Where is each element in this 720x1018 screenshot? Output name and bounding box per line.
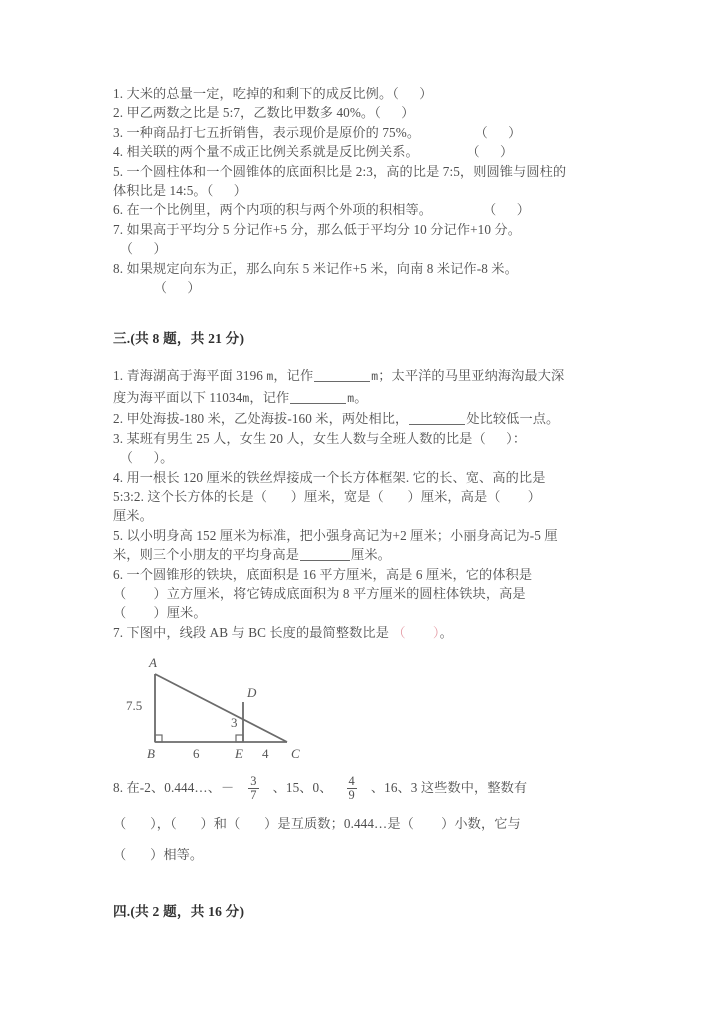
s3-q7-text: 7. 下图中，线段 AB 与 BC 长度的最简整数比是 <box>113 624 393 640</box>
s3-q5-line2 <box>113 545 620 564</box>
measure-BE: 6 <box>193 746 200 762</box>
s3-q8-line2: （ ），（ ）和（ ）是互质数；0.444…是（ ）小数，它与 <box>113 816 521 832</box>
tf-item-3: 3. 一种商品打七五折销售，表示现价是原价的 75%。 （ ） <box>113 124 522 140</box>
tf-item-1: 1. 大米的总量一定，吃掉的和剩下的成反比例。（ ） <box>113 86 433 101</box>
s3-q7-paren-open: （ <box>392 624 406 640</box>
tf-item-5-line1: 5. 一个圆柱体和一个圆锥体的底面积比是 2:3，高的比是 7:5，则圆锥与圆柱的 <box>113 163 567 179</box>
segment-AC <box>155 674 287 742</box>
s3-q1-unit-1: m <box>266 371 274 385</box>
s3-q6-line1: 6. 一个圆锥形的铁块，底面积是 16 平方厘米，高是 6 厘米，它的体积是 <box>113 566 533 582</box>
fraction-three-sevenths <box>248 775 258 802</box>
spacer <box>113 297 620 327</box>
s3-q2-blank[interactable] <box>409 412 465 425</box>
label-C: C <box>291 746 300 762</box>
s3-q1-line2 <box>113 388 620 409</box>
spacer <box>113 870 620 900</box>
s3-q8-text-b: 、15、0、 <box>272 780 333 796</box>
label-B: B <box>147 746 155 762</box>
s3-q5-text-a: 米，则三个小朋友的平均身高是 <box>113 547 300 563</box>
s3-q2-text-b: 处比较低一点。 <box>466 411 560 427</box>
fraction-denominator: 7 <box>250 787 257 802</box>
tf-item-4: 4. 相关联的两个量不成正比例关系就是反比例关系。 （ ） <box>113 144 514 160</box>
label-D: D <box>247 685 257 701</box>
label-E: E <box>235 746 243 762</box>
s3-q1-unit-4: m <box>347 392 355 406</box>
spacer <box>113 347 620 366</box>
tf-item-7-line2: （ ） <box>113 241 167 257</box>
spacer <box>113 764 620 773</box>
tf-item-7-line1: 7. 如果高于平均分 5 分记作+5 分，那么低于平均分 10 分记作+10 分。 <box>113 221 522 237</box>
s3-q1-line1 <box>113 366 620 387</box>
measure-AB: 7.5 <box>126 698 143 714</box>
s3-q1-text-a: 1. 青海湖高于海平面 3196 <box>113 368 267 384</box>
s3-q6-line3: （ ）厘米。 <box>113 605 207 621</box>
fraction-denominator: 9 <box>348 787 355 802</box>
true-false-section <box>113 84 620 297</box>
s3-q2-text-a: 2. 甲处海拔-180 米，乙处海拔-160 米，两处相比， <box>113 411 409 427</box>
s3-q7-answer-blank[interactable] <box>406 625 433 640</box>
measure-EC: 4 <box>262 746 269 762</box>
s3-q1-unit-3: m <box>242 392 250 406</box>
right-angle-mark-E <box>236 735 243 742</box>
s3-q8-line1 <box>113 773 620 803</box>
s3-q1-text-d: 度为海平面以下 11034 <box>113 389 243 405</box>
right-angle-mark-B <box>155 735 162 742</box>
s3-q5-line1: 5. 以小明身高 152 厘米为标准，把小强身高记为+2 厘米；小丽身高记为-5 厘 <box>113 527 558 543</box>
s3-q5-text-b: 厘米。 <box>351 547 391 563</box>
triangle-figure <box>125 652 355 764</box>
s3-q5-blank[interactable] <box>300 548 350 561</box>
s3-q1-text-f: 。 <box>354 389 368 405</box>
s3-q4-line3: 厘米。 <box>113 508 153 524</box>
section-four-heading: 四.(共 2 题，共 16 分) <box>113 904 245 920</box>
s3-q7 <box>113 623 620 642</box>
s3-q8-text-c: 、16、3 这些数中，整数有 <box>370 780 528 796</box>
tf-item-5-line2: 体积比是 14:5。（ ） <box>113 183 248 199</box>
s3-q3-line2: （ ）。 <box>113 450 174 466</box>
label-A: A <box>149 655 157 671</box>
s3-q1-text-b: ，记作 <box>273 368 314 384</box>
s3-q8-line3: （ ）相等。 <box>113 847 204 863</box>
s3-q1-blank-2[interactable] <box>290 391 346 404</box>
s3-q4-line1: 4. 用一根长 120 厘米的铁丝焊接成一个长方体框架. 它的长、宽、高的比是 <box>113 469 546 485</box>
section-three-heading: 三.(共 8 题，共 21 分) <box>113 331 245 347</box>
s3-q6-line2: （ ）立方厘米，将它铸成底面积为 8 平方厘米的圆柱体铁块，高是 <box>113 585 526 601</box>
s3-q1-text-c: ；太平洋的马里亚纳海沟最大深 <box>378 368 565 384</box>
tf-item-6: 6. 在一个比例里，两个内项的积与两个外项的积相等。 （ ） <box>113 202 531 218</box>
fraction-four-ninths <box>347 775 357 802</box>
triangle-diagram-svg <box>125 652 355 764</box>
s3-q4-line2: 5:3:2. 这个长方体的长是（ ）厘米，宽是（ ）厘米，高是（ ） <box>113 488 542 504</box>
s3-q1-blank-1[interactable] <box>314 369 370 382</box>
fraction-numerator: 4 <box>348 773 355 788</box>
s3-q7-paren-close: ） <box>432 624 440 640</box>
s3-q7-suffix: 。 <box>439 624 453 640</box>
s3-q2 <box>113 409 620 428</box>
fraction-numerator: 3 <box>250 773 257 788</box>
measure-DE: 3 <box>231 715 238 731</box>
s3-q1-unit-2: m <box>371 371 379 385</box>
s3-q8-text-a: 8. 在-2、0.444…、－ <box>113 780 235 796</box>
tf-item-8-line2: （ ） <box>113 280 201 296</box>
tf-item-8-line1: 8. 如果规定向东为正，那么向东 5 米记作+5 米，向南 8 米记作-8 米。 <box>113 260 518 276</box>
s3-q3-line1: 3. 某班有男生 25 人，女生 20 人，女生人数与全班人数的比是（ ）： <box>113 430 527 446</box>
section-three-questions <box>113 366 620 642</box>
tf-item-2: 2. 甲乙两数之比是 5:7，乙数比甲数多 40%。（ ） <box>113 105 415 121</box>
s3-q1-text-e: ，记作 <box>249 389 290 405</box>
